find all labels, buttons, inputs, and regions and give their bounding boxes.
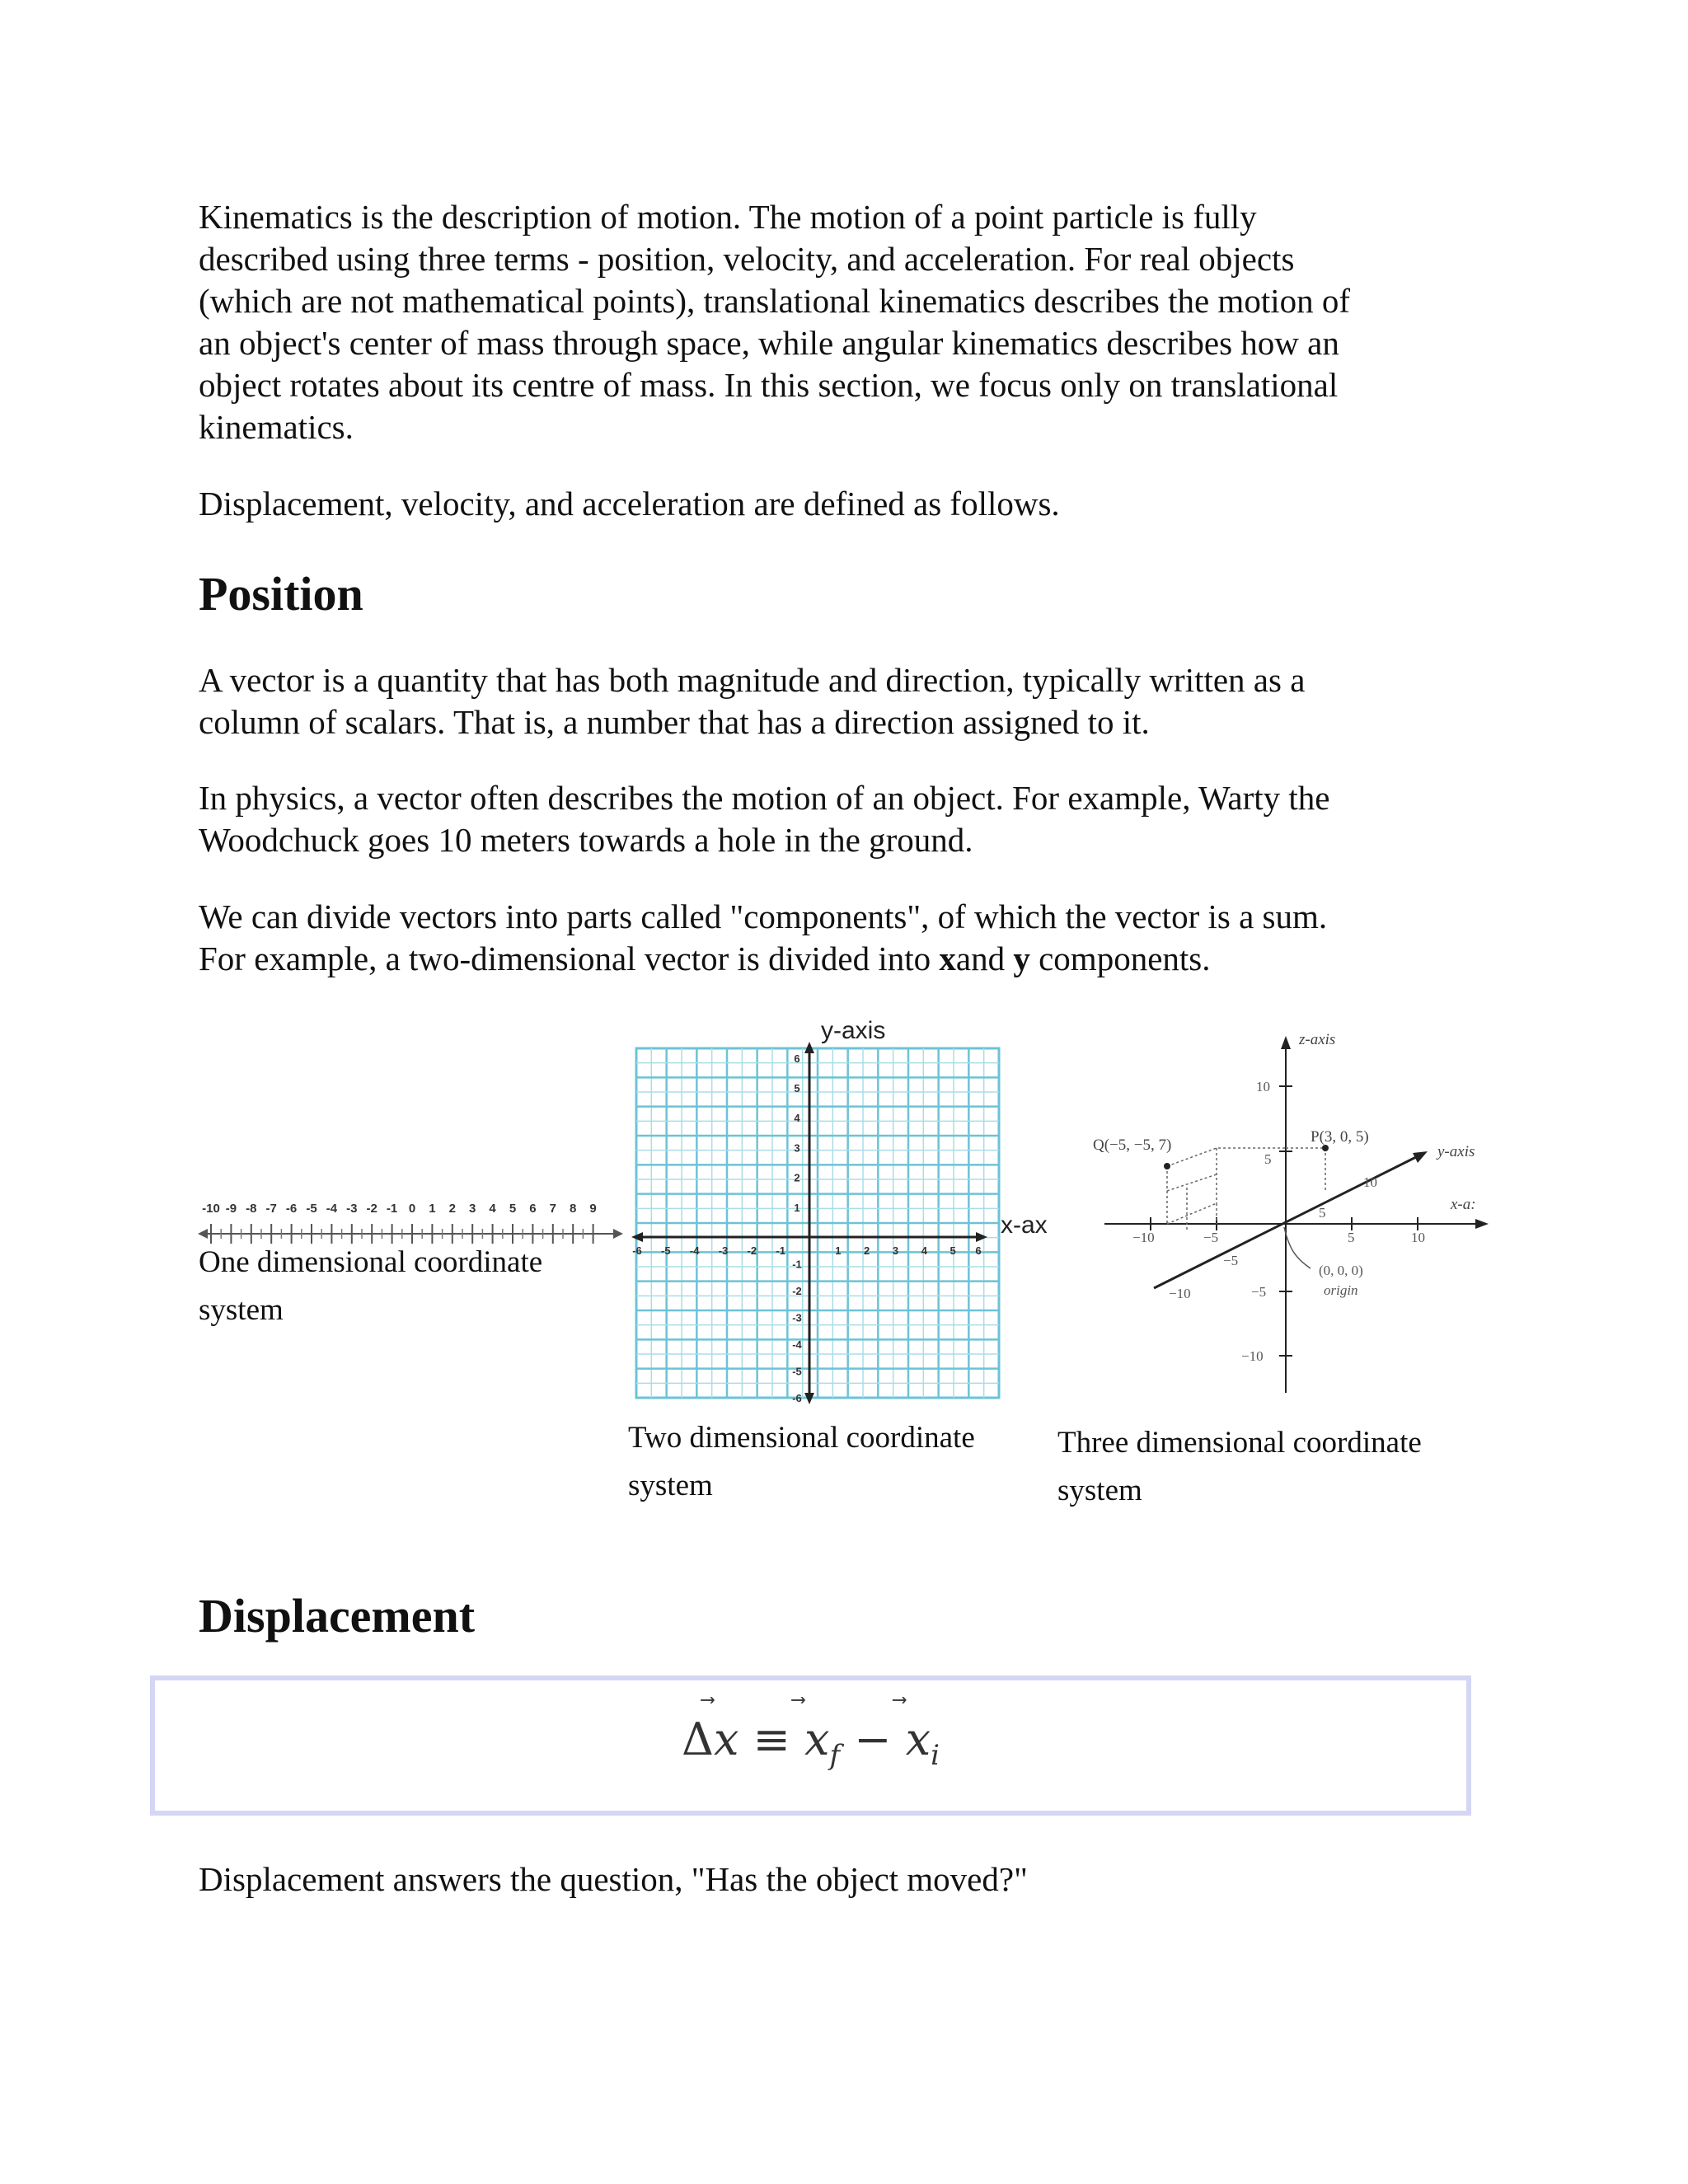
intro-line-6: kinematics. [199,408,354,446]
eq-equiv: ≡ [753,1713,790,1765]
y-axis-label-3d: y-axis [1437,1143,1475,1160]
position-p1-line-1: A vector is a quantity that has both magnitude and direction, typically written as a [199,661,1306,699]
eq-xf-vec: x [804,1713,830,1765]
x-component: x [939,940,956,977]
three-d-caption-line-1: Three dimensional coordinate [1057,1426,1422,1460]
x-tick-label: 1 [835,1244,842,1257]
y-tick-label: 5 [794,1082,800,1094]
number-line-label: 8 [570,1202,577,1216]
displacement-equation [155,1713,1466,1772]
origin-label: origin [1324,1282,1358,1298]
x-axis-label-3d: x-a: [1451,1196,1476,1213]
position-p3-line-2 [199,938,1211,980]
x-tick-label: -5 [661,1244,671,1257]
y-tick-label: -5 [792,1365,802,1378]
y-tick-label: 4 [794,1112,800,1125]
x-tick-label: 2 [864,1244,870,1257]
y-tick-neg10: −10 [1169,1286,1191,1301]
x-tick-neg5: −5 [1203,1230,1219,1245]
y-tick-neg5: −5 [1223,1253,1239,1268]
eq-delta: Δ [681,1713,714,1765]
number-line-label: -8 [246,1202,257,1216]
y-tick-label: -4 [792,1338,802,1351]
number-line-label: -6 [285,1202,298,1216]
y-tick-label: -2 [792,1285,802,1297]
number-line-label: 4 [489,1202,496,1216]
x-tick-label: -3 [718,1244,729,1257]
y-tick-label: 3 [794,1141,800,1155]
y-tick-label: 6 [794,1052,800,1065]
intro-follow: Displacement, velocity, and acceleration are defined as follows. [199,485,1060,523]
z-axis-label: z-axis [1299,1031,1336,1048]
y-component: y [1013,940,1030,977]
y-tick-10: 10 [1363,1174,1377,1190]
number-line-label: -1 [386,1202,398,1216]
two-d-grid [626,1014,1071,1409]
number-line-label: -9 [225,1202,237,1216]
position-p2-line-1: In physics, a vector often describes the motion of an object. For example, Warty the [199,779,1330,817]
y-tick-label: -6 [792,1392,802,1404]
eq-sub-i: i [931,1738,940,1772]
point-p-marker [1322,1145,1329,1151]
point-q-marker [1164,1163,1170,1169]
two-d-caption-line-2: system [628,1469,713,1502]
position-p1-line-2: column of scalars. That is, a number that has a direction assigned to it. [199,703,1150,741]
y-axis-label: y-axis [821,1017,886,1044]
x-tick-label: -4 [689,1244,700,1257]
x-tick-label: 5 [950,1244,956,1257]
z-tick-neg5: −5 [1251,1284,1267,1300]
eq-x-vec: x [713,1713,739,1765]
x-tick-label: 4 [921,1244,927,1257]
number-line-label: -10 [202,1202,220,1216]
three-d-axes [1088,1026,1500,1405]
x-tick-label: 3 [892,1244,899,1257]
intro-line-5: object rotates about its centre of mass. In this section, we focus only on translational [199,366,1339,404]
x-tick-label: 6 [975,1244,982,1257]
p3-mid: and [955,940,1014,977]
two-d-caption-line-1: Two dimensional coordinate [628,1421,975,1455]
number-line-label: -5 [306,1202,317,1216]
eq-sub-f: f [829,1738,841,1772]
x-tick-label: -2 [747,1244,757,1257]
intro-line-3: (which are not mathematical points), translational kinematics describes the motion of [199,282,1351,320]
position-p2-line-2: Woodchuck goes 10 meters towards a hole in the ground. [199,821,973,859]
one-d-caption-line-2: system [199,1293,284,1327]
one-d-caption-line-1: One dimensional coordinate [199,1245,543,1279]
position-p3-line-1: We can divide vectors into parts called "components", of which the vector is a sum. [199,898,1328,935]
x-axis-label: x-ax [1001,1212,1048,1239]
number-line-label: 0 [408,1202,416,1216]
x-tick-neg10: −10 [1132,1230,1155,1245]
z-tick-neg10: −10 [1241,1348,1264,1364]
number-line-label: 1 [429,1202,436,1216]
number-line-label: 2 [448,1202,456,1216]
number-line-label: 7 [549,1202,556,1216]
y-tick-label: 2 [794,1171,800,1184]
p3-post: components. [1029,940,1211,977]
y-tick-label: 1 [794,1201,800,1214]
number-line-label: 9 [589,1202,597,1216]
number-line-label: -2 [366,1202,377,1216]
z-tick-10: 10 [1256,1079,1270,1094]
x-tick-label: -6 [632,1244,642,1257]
displacement-text: Displacement answers the question, "Has the object moved?" [199,1860,1028,1898]
displacement-heading: Displacement [199,1589,476,1643]
number-line-label: 5 [509,1202,517,1216]
x-tick-10: 10 [1411,1230,1425,1245]
number-line-label: 6 [529,1202,537,1216]
intro-line-1: Kinematics is the description of motion. The motion of a point particle is fully [199,198,1257,236]
origin-coords: (0, 0, 0) [1319,1263,1363,1278]
eq-xi-vec: x [905,1713,931,1765]
point-p-label: P(3, 0, 5) [1311,1128,1369,1146]
three-d-caption-line-2: system [1057,1474,1142,1507]
y-tick-label: -3 [792,1311,802,1324]
number-line-label: -4 [326,1202,338,1216]
y-tick-label: -1 [792,1258,802,1271]
position-heading: Position [199,567,363,621]
x-tick-5: 5 [1348,1230,1355,1245]
number-line-label: 3 [469,1202,476,1216]
intro-line-2: described using three terms - position, velocity, and acceleration. For real objects [199,240,1295,278]
point-q-label: Q(−5, −5, 7) [1093,1137,1172,1154]
number-line-label: -3 [346,1202,358,1216]
eq-minus: − [854,1713,892,1765]
displacement-equation-box [150,1675,1471,1816]
number-line-label: -7 [265,1202,277,1216]
z-tick-5: 5 [1264,1151,1272,1167]
x-tick-label: -1 [776,1244,785,1257]
y-extra-5: 5 [1319,1205,1326,1221]
p3-pre: For example, a two-dimensional vector is divided into [199,940,940,977]
intro-line-4: an object's center of mass through space, while angular kinematics describes how an [199,324,1339,362]
